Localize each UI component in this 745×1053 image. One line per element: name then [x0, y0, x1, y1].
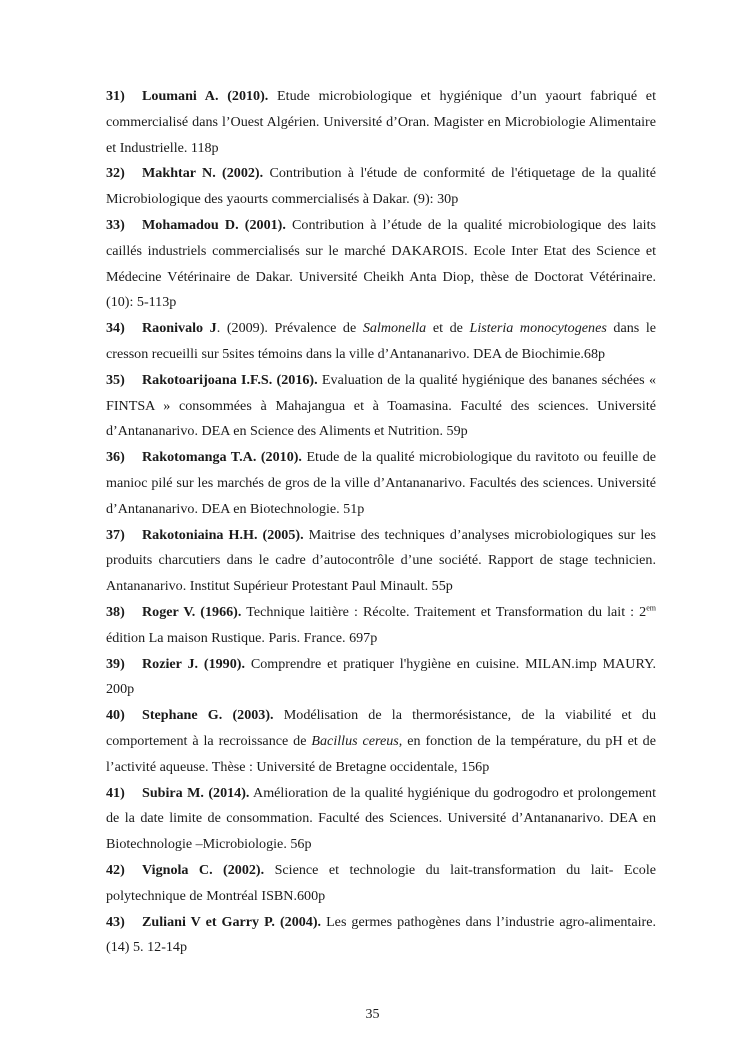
references-list: [106, 84, 656, 961]
ref-text: Les germes pathogènes dans l’industrie agro-alimentaire. (14) 5. 12-14p: [106, 913, 656, 956]
ref-author: Raonivalo J: [142, 320, 217, 337]
reference-35: [106, 368, 656, 445]
ref-species: Listeria monocytogenes: [469, 320, 607, 337]
ref-number: 33): [106, 216, 125, 233]
ref-author: Mohamadou D: [142, 216, 236, 233]
ref-text: Technique laitière : Récolte. Traitement et Transformation du lait : 2: [241, 603, 647, 620]
reference-41: [106, 781, 656, 858]
reference-36: [106, 445, 656, 522]
ref-author: Loumani A: [142, 88, 215, 104]
ref-number: 41): [106, 784, 125, 801]
reference-39: [106, 652, 656, 704]
ref-year: . (2003).: [218, 707, 274, 724]
ref-year: . (1966).: [191, 603, 242, 620]
ref-number: 43): [106, 913, 125, 930]
ref-text: édition La maison Rustique. Paris. France. 697p: [106, 629, 378, 646]
ref-number: 37): [106, 526, 125, 543]
ref-year: . (2001).: [235, 216, 286, 233]
ref-author: Roger V: [142, 603, 192, 620]
ref-number: 35): [106, 371, 125, 388]
ref-author: Subira M: [142, 784, 201, 801]
ref-number: 32): [106, 165, 125, 182]
reference-32: [106, 161, 656, 213]
ref-number: 34): [106, 320, 125, 337]
ref-year: . (2014).: [200, 784, 250, 801]
ref-text: Evaluation de la qualité hygiénique des bananes séchées « FINTSA » consommées à Mahajangua et à Toamasina. Faculté des sciences. Université d’Antananarivo. DEA en Science des Aliments et Nutrition. 59p: [106, 371, 656, 440]
ref-text: Science et technologie du lait-transformation du lait- Ecole polytechnique de Montréal ISBN.600p: [106, 861, 656, 904]
ref-text: Etude microbiologique et hygiénique d’un yaourt fabriqué et commercialisé dans l’Ouest Algérien. Université d’Oran. Magister en Microbiologie Alimentaire et Industrielle. 118p: [106, 88, 656, 156]
ref-year: . (2010).: [214, 88, 269, 104]
ref-species: Salmonella: [362, 320, 427, 337]
reference-33: [106, 213, 656, 316]
ref-text: , en fonction de la température, du pH et de l’activité aqueuse. Thèse : Université de Bretagne occidentale, 156p: [106, 732, 656, 775]
ref-number: 36): [106, 449, 125, 466]
ref-year: . (1990).: [194, 655, 245, 672]
ref-number: 38): [106, 603, 125, 620]
ref-text: Amélioration de la qualité hygiénique du godrogodro et prolongement de la date limite de consommation. Faculté des Sciences. Université d’Antananarivo. DEA en Biotechnologie –Microbiologie. 56p: [106, 784, 656, 853]
ref-superscript: em: [646, 603, 656, 613]
ref-text: Contribution à l'étude de conformité de l'étiquetage de la qualité Microbiologique des yaourts commercialisés à Dakar. (9): 30p: [106, 165, 656, 208]
ref-author: Rakotomanga T.A. (2010).: [142, 449, 302, 466]
ref-author: Zuliani V et Garry P. (2004).: [142, 913, 322, 930]
page-number: 35: [365, 1007, 380, 1022]
ref-author: Vignola C. (2002).: [142, 861, 265, 878]
reference-40: [106, 703, 656, 780]
reference-38: [106, 600, 656, 652]
ref-text: Etude de la qualité microbiologique du ravitoto ou feuille de manioc pilé sur les marchés de gros de la ville d’Antananarivo. Facultés des sciences. Université d’Antananarivo. DEA en Biotechnologie. 51p: [106, 449, 656, 517]
reference-42: [106, 858, 656, 910]
ref-text: . (2009). Prévalence de: [216, 320, 363, 337]
ref-number: 40): [106, 707, 125, 724]
ref-species: Bacillus cereus: [311, 732, 399, 749]
ref-author: Rakotoarijoana I.F.S. (2016).: [142, 371, 318, 388]
ref-text: Comprendre et pratiquer l'hygiène en cuisine. MILAN.imp MAURY. 200p: [106, 655, 656, 698]
ref-text: Modélisation de la thermorésistance, de la viabilité et du comportement à la recroissance de: [106, 707, 656, 749]
reference-37: [106, 523, 656, 600]
ref-text: Maitrise des techniques d’analyses microbiologiques sur les produits charcutiers dans le cadre d’autocontrôle d’une société. Rapport de stage technicien. Antananarivo. Institut Supérieur Protestant Paul Minault. 55p: [106, 526, 656, 595]
reference-34: [106, 316, 656, 368]
ref-number: 39): [106, 655, 125, 672]
ref-text: et de: [426, 320, 470, 337]
ref-author: Rozier J: [142, 655, 195, 672]
ref-author: Makhtar N. (2002).: [142, 165, 264, 182]
ref-text: Contribution à l’étude de la qualité microbiologique des laits caillés industriels commercialisés sur le marché DAKAROIS. Ecole Inter Etat des Science et Médecine Vétérinaire de Dakar. Université Cheikh Anta Diop, thèse de Doctorat Vétérinaire. (10): 5-113p: [106, 216, 656, 311]
ref-author: Rakotoniaina H.H. (2005).: [142, 526, 304, 543]
reference-31: [106, 84, 656, 161]
ref-text: dans le cresson recueilli sur 5sites témoins dans la ville d’Antananarivo. DEA de Biochimie.68p: [106, 320, 656, 362]
ref-number: 31): [106, 88, 125, 104]
ref-author: Stephane G: [142, 707, 219, 724]
reference-43: [106, 910, 656, 962]
ref-number: 42): [106, 861, 125, 878]
